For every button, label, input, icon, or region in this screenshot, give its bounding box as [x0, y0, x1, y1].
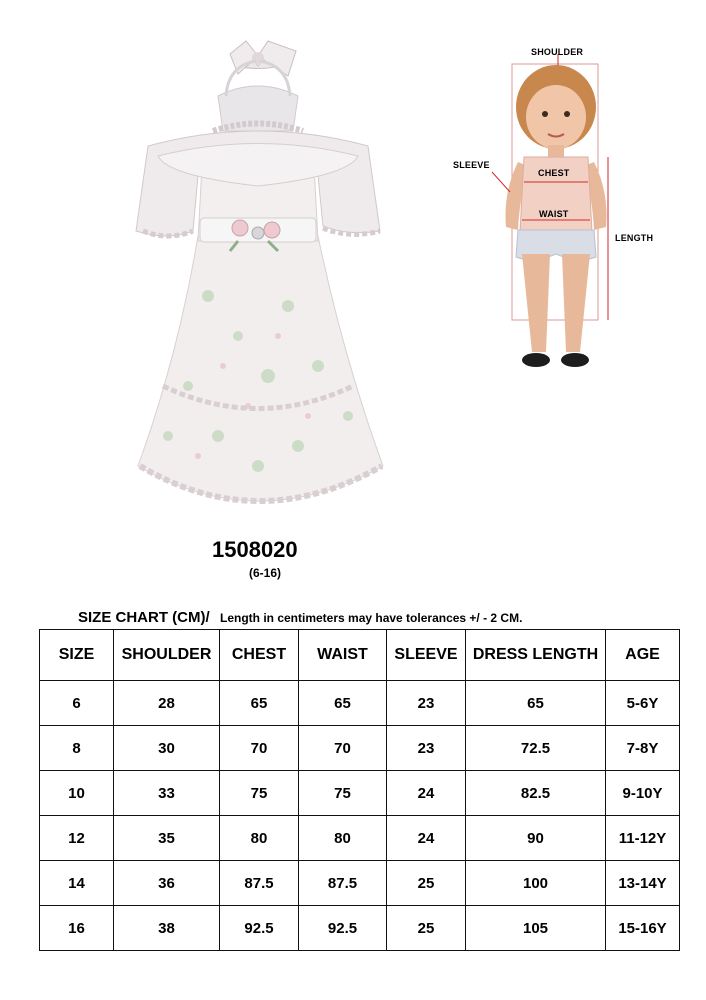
cell-age: 11-12Y	[606, 816, 680, 861]
table-row	[40, 726, 680, 771]
cell-shoulder: 28	[114, 681, 220, 726]
cell-dress-length: 65	[466, 681, 606, 726]
sleeve-label: SLEEVE	[453, 160, 490, 170]
cell-chest: 75	[220, 771, 299, 816]
cell-waist: 92.5	[299, 906, 387, 951]
cell-chest: 87.5	[220, 861, 299, 906]
header-shoulder: SHOULDER	[114, 630, 220, 681]
cell-chest: 65	[220, 681, 299, 726]
table-header-row	[40, 630, 680, 681]
chest-label: CHEST	[538, 168, 570, 178]
dress-photo	[118, 36, 398, 536]
cell-dress-length: 82.5	[466, 771, 606, 816]
product-code: 1508020	[212, 537, 298, 562]
size-chart-table	[39, 629, 680, 951]
size-chart-title: SIZE CHART (CM)/	[78, 609, 210, 626]
table-row	[40, 771, 680, 816]
table-row	[40, 906, 680, 951]
length-label: LENGTH	[615, 233, 654, 243]
shoulder-label: SHOULDER	[531, 47, 584, 57]
cell-shoulder: 33	[114, 771, 220, 816]
cell-size: 12	[40, 816, 114, 861]
cell-sleeve: 25	[387, 861, 466, 906]
cell-chest: 70	[220, 726, 299, 771]
cell-chest: 80	[220, 816, 299, 861]
cell-shoulder: 30	[114, 726, 220, 771]
cell-age: 5-6Y	[606, 681, 680, 726]
measurement-diagram	[448, 42, 678, 382]
table-row	[40, 861, 680, 906]
cell-age: 9-10Y	[606, 771, 680, 816]
cell-waist: 65	[299, 681, 387, 726]
cell-size: 14	[40, 861, 114, 906]
cell-waist: 80	[299, 816, 387, 861]
cell-dress-length: 72.5	[466, 726, 606, 771]
cell-age: 15-16Y	[606, 906, 680, 951]
cell-sleeve: 24	[387, 771, 466, 816]
cell-sleeve: 23	[387, 726, 466, 771]
waist-label: WAIST	[539, 209, 569, 219]
cell-sleeve: 25	[387, 906, 466, 951]
header-dress-length: DRESS LENGTH	[466, 630, 606, 681]
cell-size: 8	[40, 726, 114, 771]
cell-sleeve: 24	[387, 816, 466, 861]
cell-size: 6	[40, 681, 114, 726]
cell-shoulder: 38	[114, 906, 220, 951]
header-waist: WAIST	[299, 630, 387, 681]
cell-dress-length: 90	[466, 816, 606, 861]
table-row	[40, 816, 680, 861]
cell-shoulder: 36	[114, 861, 220, 906]
cell-shoulder: 35	[114, 816, 220, 861]
cell-chest: 92.5	[220, 906, 299, 951]
cell-age: 13-14Y	[606, 861, 680, 906]
header-age: AGE	[606, 630, 680, 681]
size-chart-note: Length in centimeters may have tolerances +/ - 2 CM.	[220, 611, 523, 625]
dress-illustration	[118, 36, 398, 536]
product-size-range: (6-16)	[249, 566, 282, 580]
cell-dress-length: 100	[466, 861, 606, 906]
cell-waist: 75	[299, 771, 387, 816]
cell-sleeve: 23	[387, 681, 466, 726]
header-chest: CHEST	[220, 630, 299, 681]
table-row	[40, 681, 680, 726]
cell-size: 10	[40, 771, 114, 816]
header-size: SIZE	[40, 630, 114, 681]
cell-size: 16	[40, 906, 114, 951]
cell-age: 7-8Y	[606, 726, 680, 771]
cell-waist: 70	[299, 726, 387, 771]
cell-dress-length: 105	[466, 906, 606, 951]
header-sleeve: SLEEVE	[387, 630, 466, 681]
cell-waist: 87.5	[299, 861, 387, 906]
